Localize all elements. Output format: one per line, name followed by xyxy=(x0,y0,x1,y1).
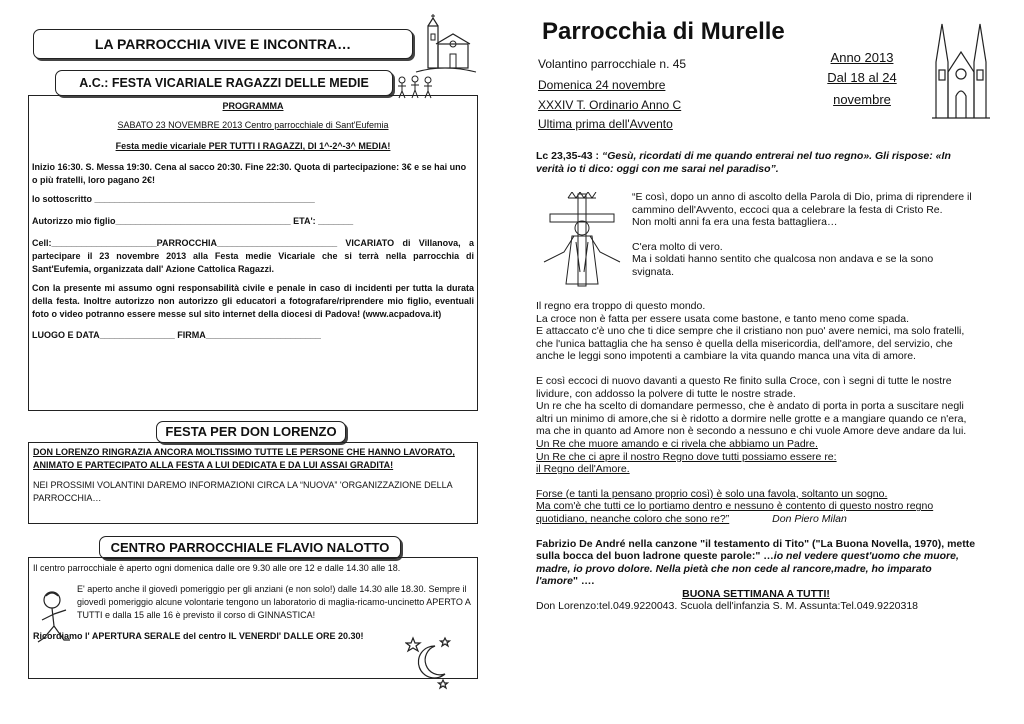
form-firma[interactable]: LUOGO E DATA_______________ FIRMA_______________________ xyxy=(32,330,321,340)
centro-serale: Ricordiamo l' APERTURA SERALE del centro IL VENERDI' DALLE ORE 20.30! xyxy=(33,631,364,641)
form-cell[interactable]: Cell:_____________________PARROCCHIA________________________ VICARIATO di Villanova, a partecipare il 23 novembre 2013 alla Festa medie Vicariale che si terrà nella parrocchia di Sant'Eufemia, organizzata dall' Azione Cattolica Ragazzi. xyxy=(32,238,474,274)
riflessione-p5: Il regno era troppo di questo mondo. xyxy=(536,300,706,312)
lorenzo-box xyxy=(28,442,478,524)
riflessione-p3: C'era molto di vero. xyxy=(632,240,723,253)
buona-settimana: BUONA SETTIMANA A TUTTI! xyxy=(682,587,830,600)
faber-intro: Fabrizio De André nella canzone "il testamento di Tito" ("La Buona Novella, 1970), mette sulla bocca del buon ladrone queste parole:" … xyxy=(536,537,976,563)
centro-aperto: Il centro parrocchiale è aperto ogni domenica dalle ore 9.30 alle ore 12 e dalle 14.30 alle 18. xyxy=(33,563,401,573)
riflessione-p9: Un re che ha scelto di domandare permesso, che è andato di porta in porta a suscitare negli altri un minimo di amore,che si è ridotto a dormire nelle grotte e a mangiare quando ce n'era, ma che in quanto ad Amore non è secondo a nessuno e chi vuole Amore deve andare da lui. xyxy=(536,400,967,438)
dal-label: Dal 18 al 24 xyxy=(827,70,897,85)
riflessione-p13: Forse (e tanti la pensano proprio così) è solo una favola, soltanto un sogno. xyxy=(536,487,888,500)
riflessione-p10: Un Re che muore amando e ci rivela che abbiamo un Padre. xyxy=(536,437,818,450)
church-drawing-icon xyxy=(414,14,478,74)
riflessione-block xyxy=(632,191,976,279)
banner-festa-vicariale xyxy=(55,70,393,96)
banner-festa-lorenzo xyxy=(156,421,346,443)
programma-title: PROGRAMMA xyxy=(222,101,284,111)
riflessione-p2: Non molti anni fa era una festa battagliera… xyxy=(632,216,838,229)
moon-stars-icon xyxy=(405,634,455,692)
lorenzo-info: NEI PROSSIMI VOLANTINI DAREMO INFORMAZIONI CIRCA LA “NUOVA” 'ORGANIZZAZIONE DELLA PARROCCHIA… xyxy=(33,480,453,503)
form-responsabilita: Con la presente mi assumo ogni responsabilità civile e penale in caso di incidenti per tutta la durata della festa. Inoltre autorizzo non autorizzo gli educatori a fotografare/riprendere mio figlio, eventuali foto o video potranno essere messe sul sito internet della diocesi di Padova! (www.acpadova.it) xyxy=(32,283,474,319)
anno-label: Anno 2013 xyxy=(830,50,894,65)
contatti: Don Lorenzo:tel.049.9220043. Scuola dell'infanzia S. M. Assunta:Tel.049.9220318 xyxy=(536,600,919,613)
banner-parrocchia-vive-text: LA PARROCCHIA VIVE E INCONTRA… xyxy=(94,36,352,52)
riflessione-p8: E così eccoci di nuovo davanti a questo Re finito sulla Croce, con ì segni di tutte le nostre lividure, con addosso la polvere di tutte le nostre strade. xyxy=(536,374,952,400)
riflessione-p7: E attaccato c'è uno che ti dice sempre che il cristiano non puo' avere nemici, ma solo fratelli, che l'unica battaglia che ha senso è quella della misericordia, dell'amore, del servizio, che anche le leggi sono impotenti a cambiare la vita quando manca una vita di amore. xyxy=(536,325,965,363)
riflessione-p12: il Regno dell'Amore. xyxy=(536,463,630,476)
ultima-prima-avvento: Ultima prima dell'Avvento xyxy=(538,117,673,131)
author: Don Piero Milan xyxy=(772,512,847,525)
vangelo xyxy=(536,150,976,175)
riflessione-p14: Ma com'è che tutti ce lo portiamo dentro e nessuno è contento di questo nostro regno quotidiano, neanche coloro che sono re?” xyxy=(536,500,934,525)
programma-date: SABATO 23 NOVEMBRE 2013 Centro parrocchiale di Sant'Eufemia xyxy=(117,120,389,130)
banner-festa-vicariale-text: A.C.: FESTA VICARIALE RAGAZZI DELLE MEDIE xyxy=(79,76,369,90)
volantino-number: Volantino parrocchiale n. 45 xyxy=(538,57,687,71)
banner-festa-lorenzo-text: FESTA PER DON LORENZO xyxy=(165,424,337,439)
programma-box xyxy=(28,95,478,411)
riflessione-p1: “E così, dopo un anno di ascolto della Parola di Dio, prima di riprendere il cammino dell'Avvento, eccoci qua a celebrare la festa di Cristo Re. xyxy=(632,191,972,216)
gothic-church-icon xyxy=(928,22,994,122)
form-sottoscritto[interactable]: Io sottoscritto ____________________________________________ xyxy=(32,194,315,204)
lorenzo-ringrazia: DON LORENZO RINGRAZIA ANCORA MOLTISSIMO TUTTE LE PERSONE CHE HANNO LAVORATO, ANIMATO E PARTECIPATO ALLA FESTA A LUI DEDICATA E DA LUI ASSAI GRADITA! xyxy=(33,447,455,470)
riflessione-p11: Un Re che ci apre il nostro Regno dove tutti possiamo essere re: xyxy=(536,450,837,463)
running-man-icon xyxy=(32,590,76,650)
novembre-label: novembre xyxy=(833,92,891,107)
faber-end: " …. xyxy=(572,575,595,588)
vangelo-text: “Gesù, ricordati di me quando entrerai nel tuo regno». Gli rispose: «In verità io ti dico: oggi con me sarai nel paradiso”. xyxy=(536,150,951,175)
programma-festa: Festa medie vicariale PER TUTTI I RAGAZZI, DI 1^-2^-3^ MEDIA! xyxy=(115,141,391,151)
christ-king-cross-icon xyxy=(538,192,626,288)
riflessione-main xyxy=(536,300,976,613)
centro-giovedi: E' aperto anche il giovedì pomeriggio per gli anziani (e non solo!) dalle 14.30 alle 18.30. Sempre il giovedì pomeriggio alcune volontarie tengono un laboratorio di maglia-ricamo-uncinetto APERTO A TUTTI e dalla 15 alle 16 è previsto il corso di GINNASTICA! xyxy=(77,584,471,620)
banner-centro-parrocchiale xyxy=(99,536,401,559)
programma-orari: Inizio 16:30. S. Messa 19:30. Cena al sacco 20:30. Fine 22:30. Quota di partecipazione: 3€ e se hai uno o più fratelli, loro pagano 2€! xyxy=(32,162,467,185)
page-title: Parrocchia di Murelle xyxy=(542,18,785,45)
banner-parrocchia-vive xyxy=(33,29,413,59)
form-figlio[interactable]: Autorizzo mio figlio___________________________________ ETA': _______ xyxy=(32,216,354,226)
faber-quote: io nel vedere quest'uomo che muore, madre, io provo dolore. Nella pietà che non cede al rancore,madre, ho imparato l'amore xyxy=(536,550,959,588)
vangelo-ref: Lc 23,35-43 : xyxy=(536,150,602,162)
domenica-date: Domenica 24 novembre xyxy=(538,78,666,92)
riflessione-p4: Ma i soldati hanno sentito che qualcosa non andava e se la sono svignata. xyxy=(632,253,934,278)
riflessione-p6: La croce non è fatta per essere usata come bastone, e tanto meno come spada. xyxy=(536,312,909,325)
ordinario: XXXIV T. Ordinario Anno C xyxy=(538,98,682,112)
banner-centro-text: CENTRO PARROCCHIALE FLAVIO NALOTTO xyxy=(110,540,390,555)
